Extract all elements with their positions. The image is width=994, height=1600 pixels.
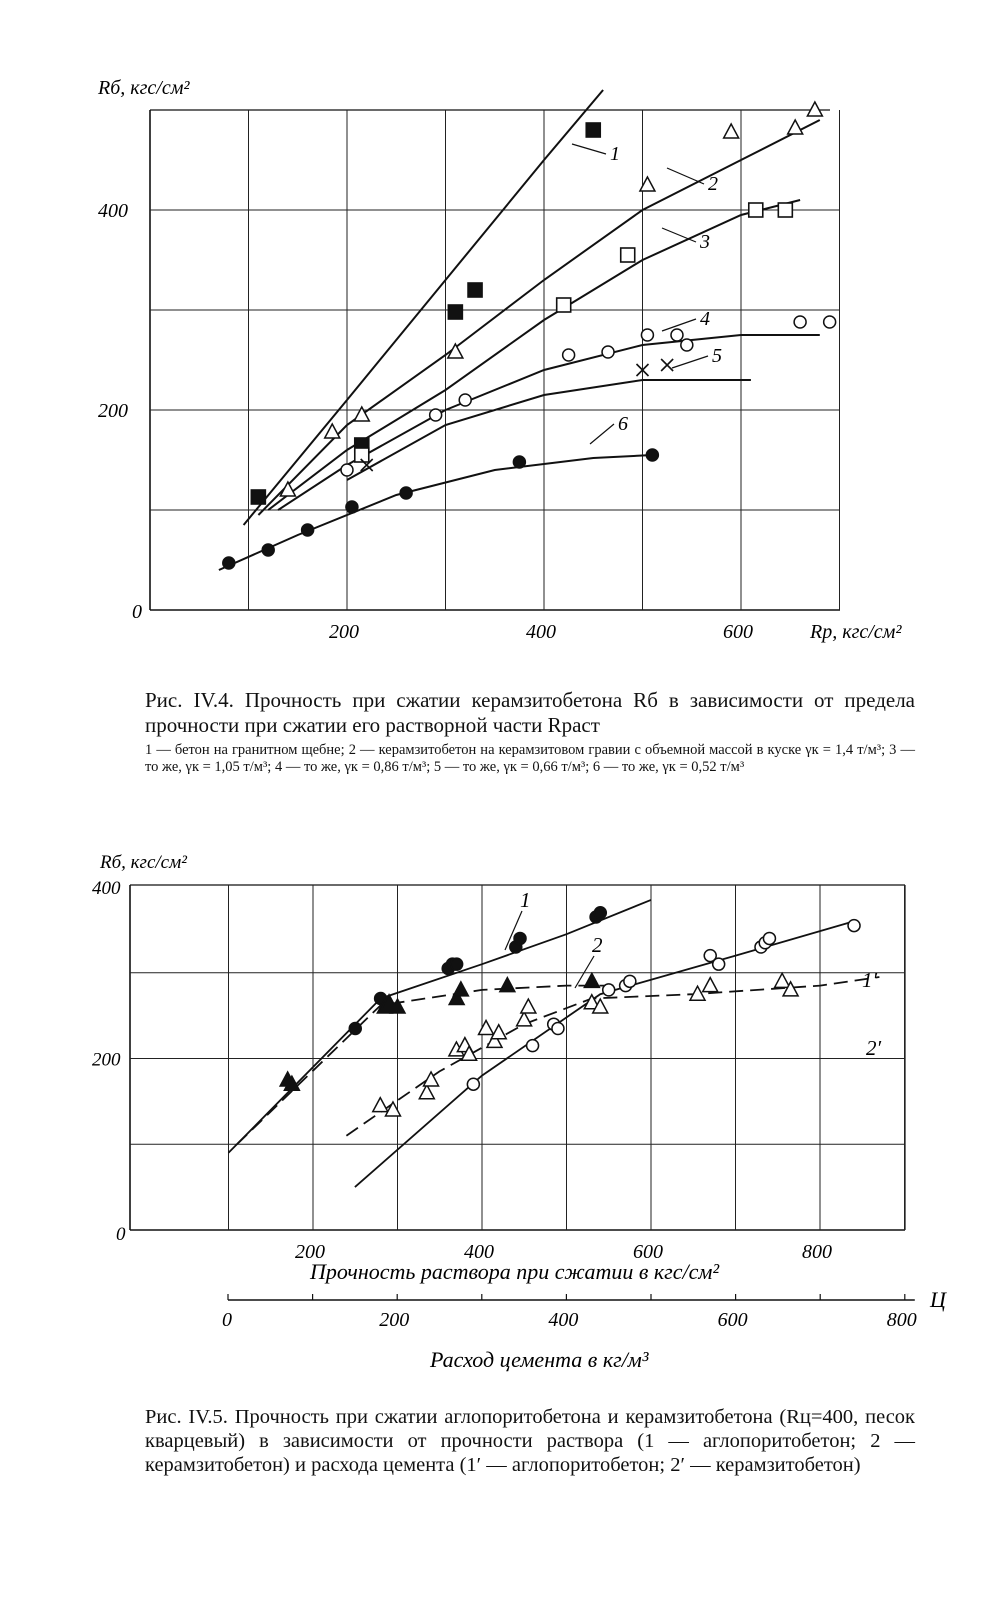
curve-label: 1′ <box>862 968 878 992</box>
open-triangle-marker <box>517 1012 532 1026</box>
open-triangle-marker <box>775 973 790 987</box>
filled-triangle-marker <box>453 982 468 996</box>
open-circle-marker <box>467 1078 479 1090</box>
open-circle-marker <box>527 1040 539 1052</box>
open-circle-marker <box>681 339 693 351</box>
filled-circle-marker <box>302 524 314 536</box>
open-square-marker <box>621 248 635 262</box>
filled-square-marker <box>448 305 462 319</box>
curve-5 <box>347 380 751 480</box>
filled-circle-marker <box>451 958 463 970</box>
open-triangle-marker <box>385 1102 400 1116</box>
curve-label: 2 <box>592 933 603 957</box>
x-axis-label: Прочность раствора при сжатии в кгс/см² <box>310 1259 720 1284</box>
curve-label: 4 <box>700 308 710 330</box>
y-tick-label: 400 <box>92 878 121 899</box>
caption-title: Рис. IV.4. Прочность при сжатии керамзитобетона Rб в зависимости от предела прочности при сжатии его растворной части Rраст <box>145 688 915 737</box>
filled-circle-marker <box>349 1022 361 1034</box>
fitted-curves <box>219 90 820 570</box>
open-triangle-marker <box>807 102 822 116</box>
x-tick-label: 800 <box>802 1241 832 1263</box>
filled-circle-marker <box>223 557 235 569</box>
x-tick-label: 600 <box>723 621 753 643</box>
tick-labels <box>92 878 832 1263</box>
filled-circle-marker <box>400 487 412 499</box>
figure-iv4-chart <box>0 0 994 690</box>
filled-triangle-marker <box>500 978 515 992</box>
curve-6 <box>219 455 652 570</box>
open-circle-marker <box>763 932 775 944</box>
open-triangle-marker <box>491 1025 506 1039</box>
filled-square-marker <box>251 490 265 504</box>
open-circle-marker <box>603 984 615 996</box>
origin-label: 0 <box>132 601 142 623</box>
open-triangle-marker <box>354 407 369 421</box>
open-triangle-marker <box>479 1020 494 1034</box>
figure-iv4-caption <box>145 688 915 776</box>
x-tick-label: 200 <box>295 1241 325 1263</box>
x-tick-label: 400 <box>464 1241 494 1263</box>
curve-label: 3 <box>700 231 710 253</box>
cement-tick-label: 0 <box>222 1309 232 1331</box>
open-triangle-marker <box>788 120 803 134</box>
curve-label: 6 <box>618 413 628 435</box>
origin-label: 0 <box>116 1224 126 1245</box>
curve-label: 2′ <box>866 1036 882 1060</box>
open-triangle-marker <box>690 986 705 1000</box>
x-tick-label: 400 <box>526 621 556 643</box>
curve-4 <box>278 335 820 510</box>
curve-1′ <box>355 921 854 1187</box>
curve-label: 2 <box>708 173 718 195</box>
open-circle-marker <box>824 316 836 328</box>
open-circle-marker <box>713 958 725 970</box>
grid <box>150 110 840 610</box>
open-circle-marker <box>794 316 806 328</box>
filled-square-marker <box>468 283 482 297</box>
cement-tick-label: 800 <box>886 1309 917 1331</box>
open-square-marker <box>749 203 763 217</box>
curve-label: 1 <box>610 143 620 165</box>
x-axis-label: Rр, кгс/см² <box>810 621 902 643</box>
curve-2′ <box>346 977 879 1136</box>
curve-label-leader <box>572 144 606 154</box>
y-tick-label: 200 <box>92 1049 121 1071</box>
open-circle-marker <box>563 349 575 361</box>
figure-iv5-chart <box>0 845 994 1405</box>
curve-label-leader <box>667 168 704 184</box>
filled-triangle-marker <box>584 973 599 987</box>
curve-1 <box>229 900 652 1153</box>
y-tick-label: 200 <box>98 400 128 422</box>
cement-tick-label: 400 <box>548 1309 579 1331</box>
curve-label: 1 <box>520 888 531 912</box>
filled-square-marker <box>586 123 600 137</box>
open-circle-marker <box>848 920 860 932</box>
x2-axis-label: Расход цемента в кг/м³ <box>430 1347 649 1372</box>
curve-2 <box>258 120 819 515</box>
open-triangle-marker <box>521 999 536 1013</box>
cement-tick-label: 200 <box>379 1309 410 1331</box>
curve-label-leader <box>672 356 708 368</box>
filled-circle-marker <box>346 501 358 513</box>
open-triangle-marker <box>724 124 739 138</box>
y-axis-label: Rб, кгс/см² <box>100 852 187 873</box>
open-triangle-marker <box>325 424 340 438</box>
filled-circle-marker <box>594 907 606 919</box>
y-axis-label: Rб, кгс/см² <box>98 77 190 99</box>
curve-2 <box>237 986 617 1145</box>
curve-1 <box>244 90 603 525</box>
open-square-marker <box>778 203 792 217</box>
open-circle-marker <box>552 1022 564 1034</box>
curve-label-leader <box>590 424 614 444</box>
curve-label: 5 <box>712 345 722 367</box>
cement-axis-end-label: Ц <box>930 1287 946 1312</box>
cement-axis <box>222 1294 917 1331</box>
cement-tick-label: 600 <box>717 1309 748 1331</box>
open-square-marker <box>557 298 571 312</box>
filled-circle-marker <box>646 449 658 461</box>
open-circle-marker <box>341 464 353 476</box>
open-triangle-marker <box>703 978 718 992</box>
open-circle-marker <box>671 329 683 341</box>
curve-label-leader <box>662 228 696 242</box>
filled-circle-marker <box>513 456 525 468</box>
x-tick-label: 200 <box>329 621 359 643</box>
open-circle-marker <box>641 329 653 341</box>
open-circle-marker <box>459 394 471 406</box>
y-tick-label: 400 <box>98 200 128 222</box>
filled-circle-marker <box>262 544 274 556</box>
open-triangle-marker <box>373 1098 388 1112</box>
open-circle-marker <box>624 975 636 987</box>
open-circle-marker <box>430 409 442 421</box>
filled-circle-marker <box>514 932 526 944</box>
open-circle-marker <box>602 346 614 358</box>
cross-marker <box>661 359 673 371</box>
x-tick-label: 600 <box>633 1241 663 1263</box>
open-triangle-marker <box>419 1085 434 1099</box>
caption-legend: 1 — бетон на гранитном щебне; 2 — керамзитобетон на керамзитовом гравии с объемной массой в куске γк = 1,4 т/м³; 3 — то же, γк = 1,05 т/м³; 4 — то же, γк = 0,86 т/м³; 5 — то же, γк = 0,66 т/м³; 6 — то же, γк = 0,52 т/м³ <box>145 742 915 775</box>
figure-iv5-caption: Рис. IV.5. Прочность при сжатии аглопоритобетона и керамзитобетона (Rц=400, песок кварцевый) в зависимости от прочности раствора (1 — аглопоритобетон; 2 — керамзитобетон) и расхода цемента (1′ — аглопоритобетон; 2′ — керамзитобетон) <box>145 1406 915 1476</box>
